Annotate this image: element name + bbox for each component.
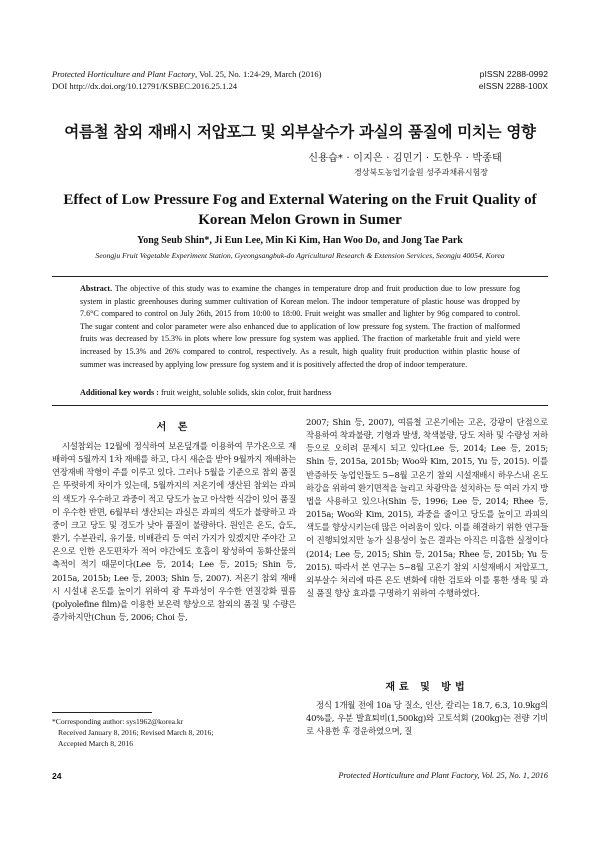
keywords [80, 387, 520, 399]
english-title: Effect of Low Pressure Fog and External Watering on the Fruit Quality of Korean Melon Grown in Sumer [63, 192, 537, 228]
doi-link[interactable]: DOI http://dx.doi.org/10.12791/KSBEC.2016.25.1.24 [52, 81, 238, 91]
introduction-paragraph: 시설참외는 12월에 정식하여 보온덮개를 이용하여 무가온으로 재배하여 5월까지 1차 재배를 하고, 다시 새순을 받아 9월까지 재배하는 연장재배 작형이 주를 이루고 있다. 그러나 5월을 기준으로 참외 품질은 뚜렷하게 차이가 있는데, 5월까지의 저온기에 생산된 참외는 과피의 색도가 우수하고 과중이 적고 당도가 높고 아삭한 식감이 있어 품질이 우수한 반면, 6월부터 생산되는 과실은 과피의 색도가 불량하고 과중이 크고 당도 및 경도가 낮아 품질이 불량하다. 원인은 온도, 습도, 환기, 수분관리, 유기물, 비배관리 등 여러 가지가 있겠지만 주야간 고온으로 인한 온도편차가 적어 야간에도 호흡이 왕성하여 동화산물의 축적이 적기 때문이다(Lee 등, 2014; Lee 등, 2015; Shin 등, 2015a, 2015b; Lee 등, 2003; Shin 등, 2007). 저온기 참외 재배시 시설내 온도를 높이기 위하여 광 투과성이 우수한 연질강화 필름(polyolefine film)을 이용한 보온력 향상으로 참외의 품질 및 수량은 증가하지만(Chun 등, 2006; Choi 등, [52, 441, 296, 623]
journal-header [52, 68, 321, 92]
received-date: Received January 8, 2016; Revised March 8, 2016; [58, 728, 214, 737]
methods-paragraph: 정식 1개월 전에 10a 당 질소, 인산, 칼리는 18.7, 6.3, 10.9kg의 40%를, 우분 발효퇴비(1,500kg)와 고토석회 (200kg)는 전량 기비로 사용한 후 경운하였으며, 질 [306, 700, 548, 737]
english-affiliation: Seongju Fruit Vegetable Experiment Station, Gyeongsangbuk-do Agricultural Research & Extension Services, Seongju 40054, Korea [95, 251, 505, 260]
page-number: 24 [52, 771, 62, 781]
footnote [52, 716, 213, 749]
abstract [80, 283, 520, 371]
methods-column [306, 699, 548, 738]
keywords-label: Additional key words : [80, 388, 159, 397]
pissn: pISSN 2288-0992 [479, 69, 548, 79]
journal-citation: , Vol. 25, No. 1:24-29, March (2016) [195, 69, 322, 79]
methods-heading: 재료 및 방법 [385, 682, 469, 693]
abstract-top-rule [52, 276, 548, 277]
english-authors: Yong Seub Shin*, Ji Eun Lee, Min Ki Kim, Han Woo Do, and Jong Tae Park [137, 235, 463, 246]
footer-journal-reference: Protected Horticulture and Plant Factory, Vol. 25, No. 1, 2016 [338, 771, 548, 780]
corresponding-author: *Corresponding author: sys1962@korea.kr [52, 717, 184, 726]
korean-title: 여름철 참외 재배시 저압포그 및 외부살수가 과실의 품질에 미치는 영향 [64, 123, 536, 141]
footnote-rule [52, 712, 152, 713]
issn-block [479, 68, 548, 92]
keywords-text: fruit weight, soluble solids, skin color, fruit hardness [158, 388, 332, 397]
journal-name: Protected Horticulture and Plant Factory [52, 69, 196, 79]
abstract-bottom-rule [52, 405, 548, 406]
eissn: eISSN 2288-100X [478, 81, 548, 91]
korean-affiliation: 경상북도농업기술원 성주과채류시험장 [354, 168, 488, 177]
introduction-heading: 서 론 [156, 422, 192, 433]
accepted-date: Accepted March 8, 2016 [58, 739, 134, 748]
introduction-continued: 2007; Shin 등, 2007), 여름철 고온기에는 고온, 강광이 단점으로 작용하여 착과불량, 기형과 발생, 착색불량, 당도 저하 및 수량성 저하 등으로 오히려 문제시 되고 있다(Lee 등, 2014; Lee 등, 2015; Shin 등, 2015a, 2015b; Woo와 Kim, 2015, Yu 등, 2015). 이를 반증하듯 농업인들도 5~8월 고온기 참외 시설재배시 하우스내 온도하강을 위하여 환기면적을 늘리고 차광막을 설치하는 등 여러 가지 방법을 사용하고 있으나(Shin 등, 1996; Lee 등, 2014; Rhee 등, 2015a; Woo와 Kim, 2015), 과중을 줄이고 당도를 높이고 과피의 색도를 향상시키는데 많은 어려움이 있다. 이를 해결하기 위한 연구들이 진행되었지만 농가 실용성이 높은 결과는 아직은 미흡한 실정이다(2014; Lee 등, 2015; Shin 등, 2015a; Rhee 등, 2015b; Yu 등 2015). 따라서 본 연구는 5~8월 고온기 참외 시설재배시 저압포그, 외부살수 처리에 따른 온도 변화에 대한 검토와 이를 통한 생육 및 과실 품질 향상 효과를 구명하기 위하여 수행하였다. [306, 417, 548, 599]
korean-authors: 신용습* · 이지은 · 김민기 · 도한우 · 박종태 [308, 153, 502, 164]
abstract-label: Abstract. [80, 284, 113, 293]
introduction-column-left [52, 440, 296, 624]
introduction-column-right [306, 416, 548, 600]
abstract-text: The objective of this study was to examine the changes in temperature drop and fruit production due to low pressure fog system in plastic greenhouses during summer cultivation of Korean melon. The indoor temperature of plastic house was dropped by 7.6°C compared to control on July 26th, 2015 from 10:00 to 18:00. Fruit weight was smaller and lighter by 96g compared to control. The sugar content and color parameter were also enhanced due to application of low pressure fog system. The fraction of malformed fruits was decreased by 15.3% in plots where low pressure fog system was applied. The fraction of marketable fruit and yield were increased by 15.3% and 26% compared to control, respectively. As a result, high quality fruit production within plastic house of summer was increased by applying low pressure fog system and it is positively affected the drop of indoor temperature. [80, 284, 520, 369]
